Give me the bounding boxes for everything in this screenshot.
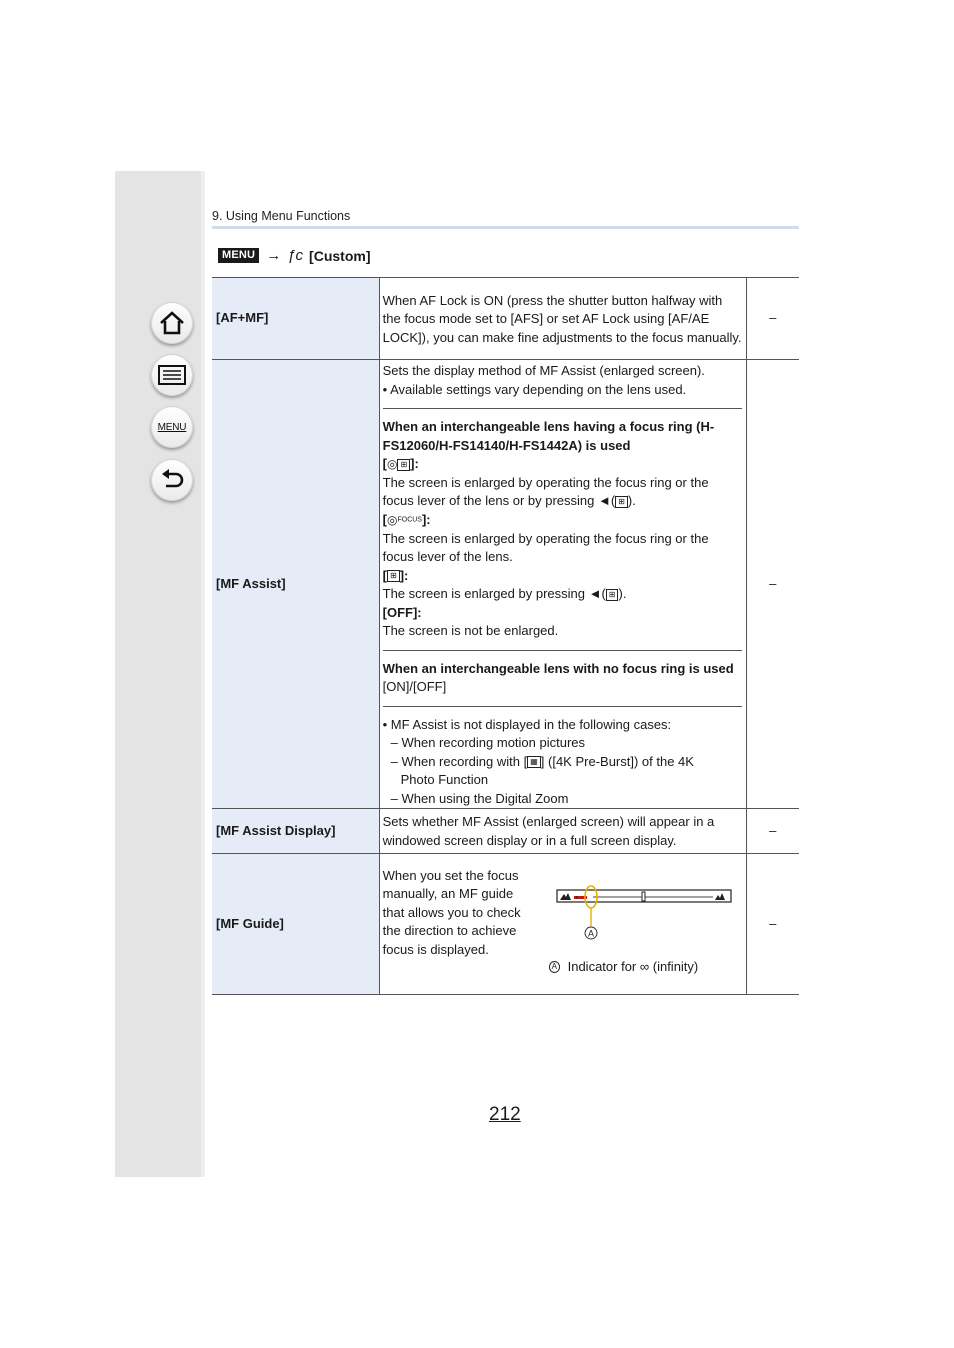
menu-button[interactable] (151, 406, 193, 448)
option-text: The screen is enlarged by operating the focus ring or the focus lever of the lens. (382, 530, 709, 565)
desc-bullet: • Available settings vary depending on the lens used. (382, 381, 687, 397)
focus-ring-icon: ◎ (386, 513, 398, 528)
table-row-mfguide (212, 854, 799, 995)
no-focus-ring-section (383, 650, 742, 697)
menu-badge: MENU (218, 248, 259, 263)
list-button[interactable] (151, 354, 193, 396)
mf-assist-icon: ⊞ (397, 459, 410, 471)
row-desc (379, 809, 746, 854)
sidebar-edge (201, 171, 205, 1177)
row-desc (379, 854, 746, 995)
row-value: – (746, 809, 799, 854)
home-button[interactable] (151, 302, 193, 344)
option-label: [◎FOCUS]: (383, 511, 742, 530)
focus-ring-section (383, 408, 742, 641)
mf-assist-icon: ⊞ (606, 589, 619, 601)
focus-ring-icon: ◎ (386, 457, 398, 472)
table-row-mfassist (212, 360, 799, 809)
desc-text: Sets the display method of MF Assist (enlarged screen). (382, 363, 705, 378)
custom-menu-icon: ƒc (287, 247, 304, 264)
option-label: [ ⊞ ]: (382, 567, 409, 583)
option-label: [OFF]: (382, 604, 422, 620)
row-name: [MF Guide] (212, 854, 379, 995)
option-text: The screen is not be enlarged. (382, 623, 559, 639)
row-value: – (746, 278, 799, 360)
note-item: – When using the Digital Zoom (390, 790, 569, 806)
row-name: [AF+MF] (212, 278, 379, 360)
desc-text: When AF Lock is ON (press the shutter button halfway with the focus mode set to [AFS] or set AF Lock using [AF/AE LOCK]), you can make fine adjustments to the focus manually. (382, 292, 742, 345)
row-value: – (746, 360, 799, 809)
menu-icon: MENU (157, 421, 187, 433)
row-value: – (746, 854, 799, 995)
page-number: 212 (489, 1104, 521, 1125)
list-icon (157, 364, 187, 386)
section-heading: When an interchangeable lens having a focus ring (H-FS12060/H-FS14140/H-FS1442A) is used (382, 419, 715, 453)
back-arrow-icon (158, 468, 186, 492)
mf-guide-bar-icon (535, 867, 735, 967)
option-label: [◎ ⊞ ]: (383, 455, 742, 474)
row-desc (379, 278, 746, 360)
note-item-cont: Photo Function (400, 772, 489, 788)
4k-pre-burst-icon: ▦ (527, 756, 541, 768)
notes-section (383, 706, 742, 809)
mf-assist-icon: ⊞ (615, 496, 628, 508)
mf-assist-icon: ⊞ (387, 570, 400, 582)
section-header: 9. Using Menu Functions (212, 209, 351, 223)
desc-text: When you set the focus manually, an MF guide that allows you to check the direction to achieve focus is displayed. (382, 867, 521, 957)
row-name: [MF Assist Display] (212, 809, 379, 854)
mf-guide-content (383, 867, 742, 987)
breadcrumb-label: [Custom] (309, 247, 371, 264)
desc-text: Sets whether MF Assist (enlarged screen) will appear in a windowed screen display or in a full screen display. (382, 814, 715, 848)
row-desc (379, 360, 746, 809)
mf-guide-figure (535, 867, 735, 987)
home-icon (158, 310, 186, 336)
option-text: [ON]/[OFF] (382, 679, 447, 695)
callout-letter: A (587, 928, 594, 939)
option-text: The screen is enlarged by pressing ◄( ⊞ ). (382, 586, 627, 602)
focus-tag-icon: FOCUS (397, 516, 422, 524)
caption-text: Indicator for ∞ (infinity) (567, 958, 699, 974)
callout-letter-icon: A (549, 961, 560, 973)
row-name: [MF Assist] (212, 360, 379, 809)
note-item: – When recording motion pictures (390, 735, 586, 751)
header-rule (212, 226, 799, 229)
table-row-mfassistdisplay (212, 809, 799, 854)
section-heading: When an interchangeable lens with no focus ring is used (382, 660, 734, 676)
breadcrumb (218, 247, 370, 264)
table-row-afmf (212, 278, 799, 360)
note-intro: • MF Assist is not displayed in the following cases: (382, 716, 672, 732)
note-item: – When recording with [ ▦ ] ([4K Pre-Burst]) of the 4K (390, 753, 694, 769)
option-text: The screen is enlarged by operating the focus ring or the focus lever of the lens or by pressing ◄( ⊞ ). (382, 474, 709, 509)
indicator-caption (549, 958, 699, 977)
settings-table (212, 277, 799, 995)
arrow-icon: → (266, 247, 282, 264)
back-button[interactable] (151, 459, 193, 501)
